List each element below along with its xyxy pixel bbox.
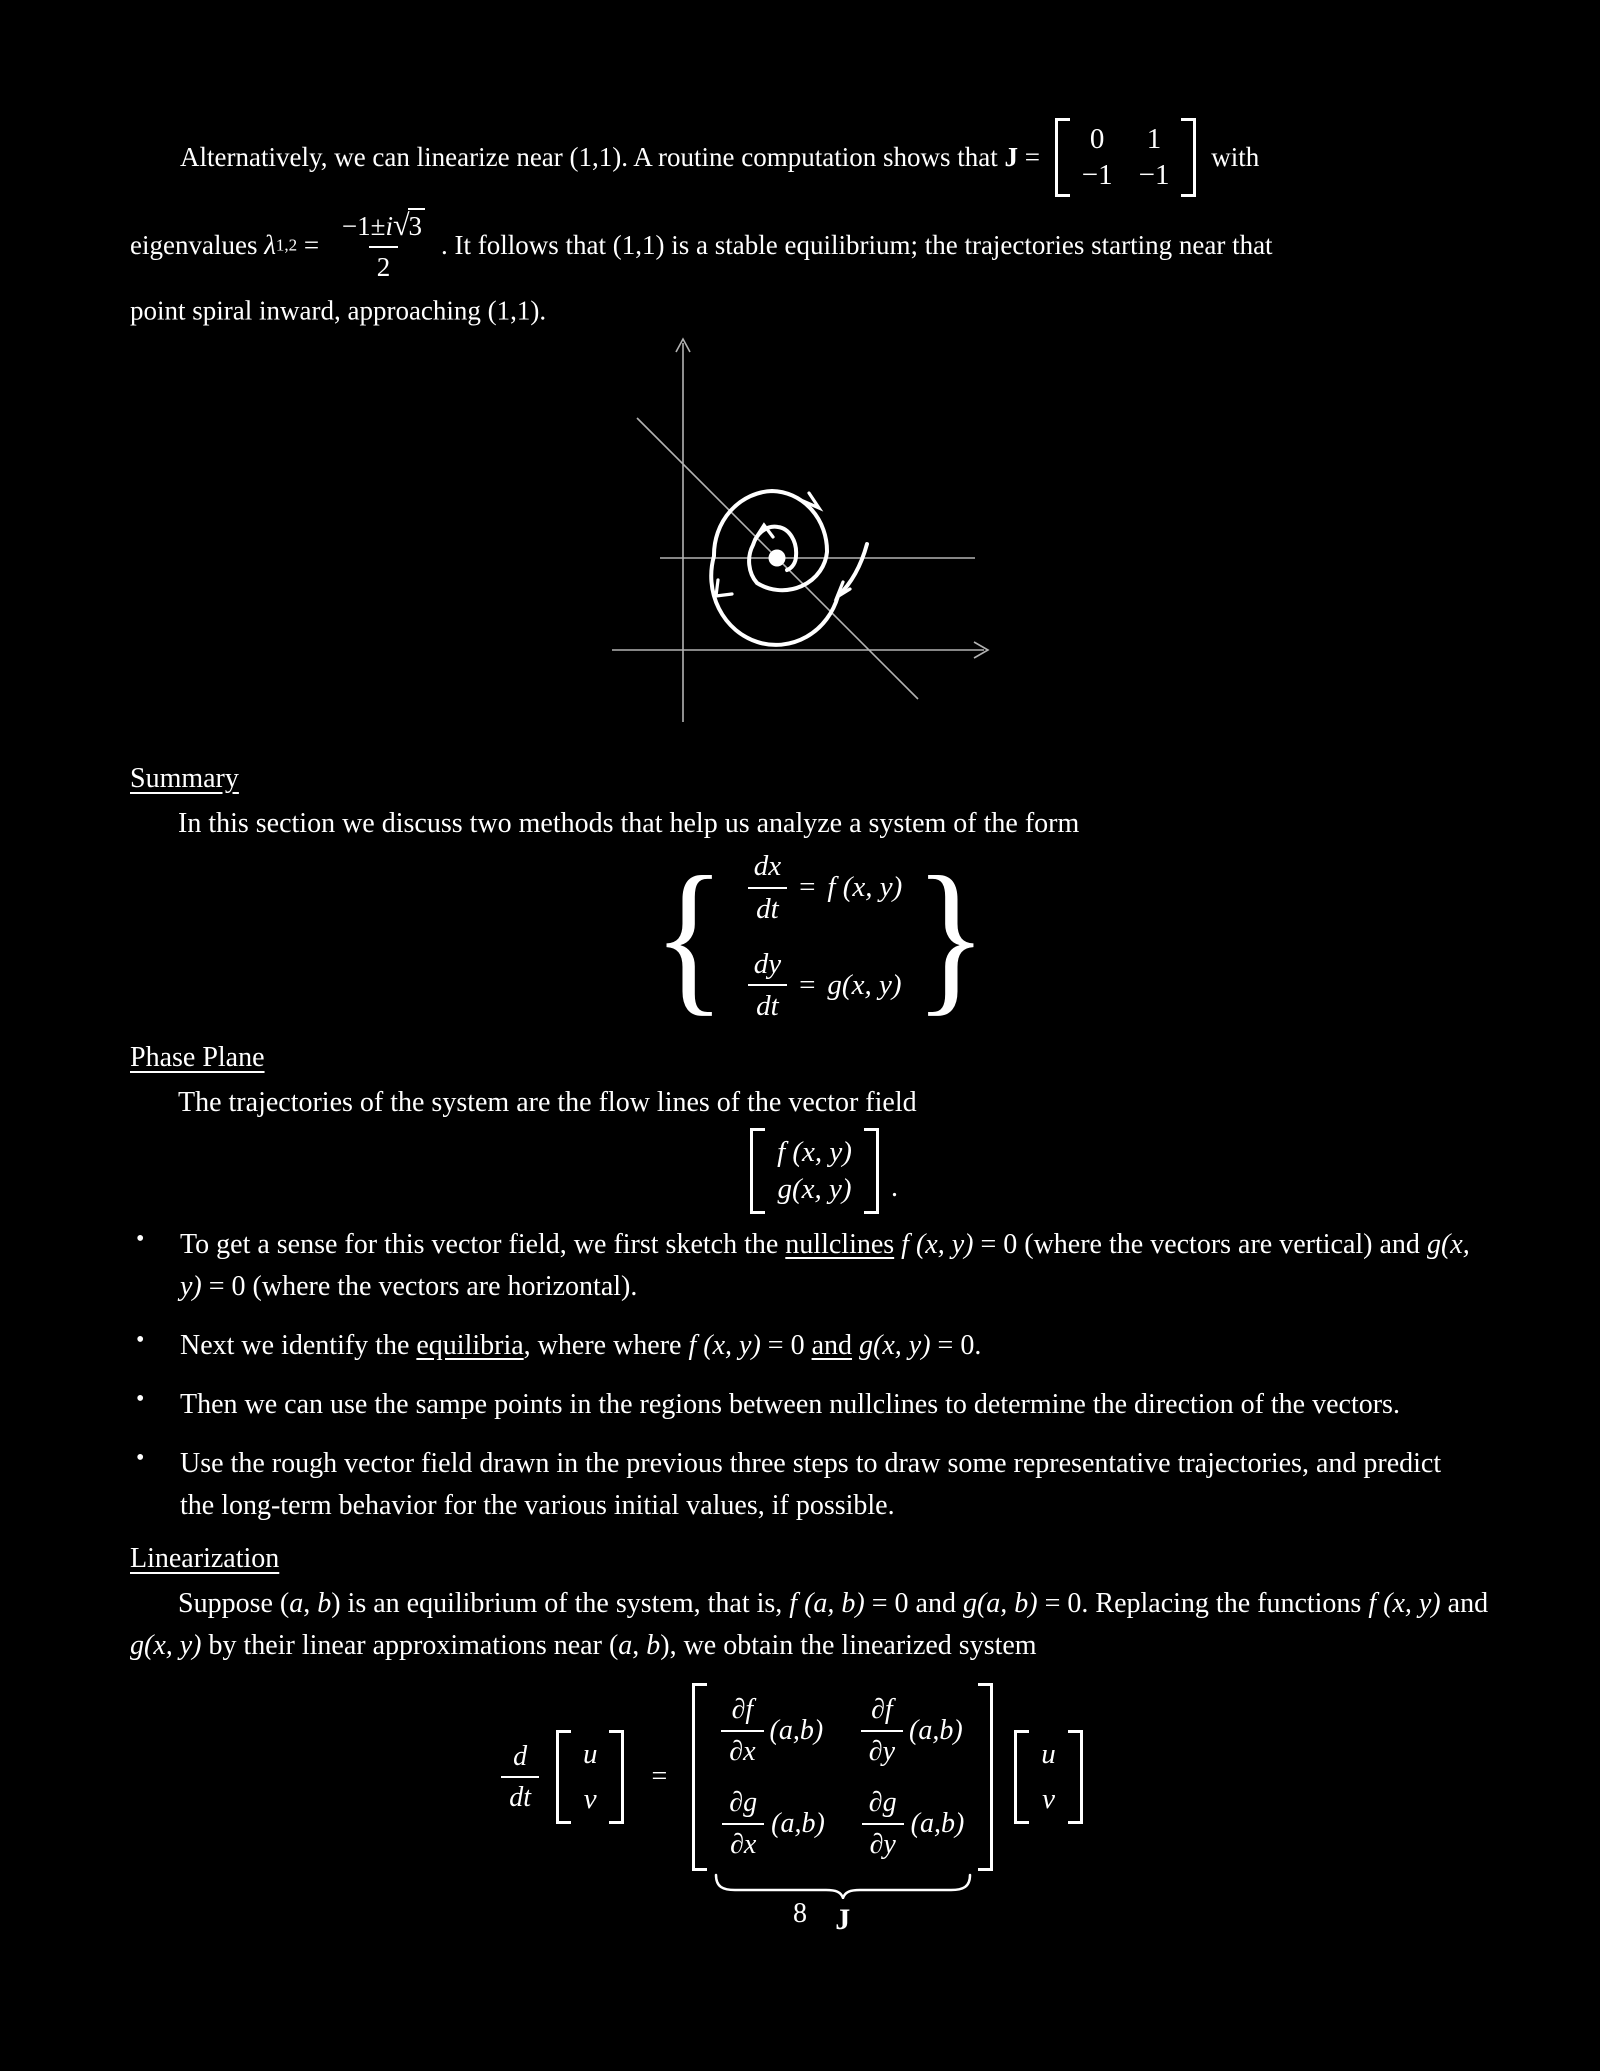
jacobian-cell <box>861 1786 965 1861</box>
matrix-entry: −1 <box>1081 159 1113 192</box>
fraction-numerator: ∂g <box>868 1787 897 1819</box>
evaluation-point: (a,b) <box>769 1714 824 1746</box>
vector-entry-u: u <box>582 1738 598 1771</box>
jacobian-cell <box>721 1693 825 1768</box>
fraction-numerator: ∂f <box>871 1694 893 1725</box>
radicand: 3 <box>408 208 426 241</box>
system-row-dy <box>738 947 903 1025</box>
matrix-entry: 1 <box>1146 123 1162 155</box>
text-segment: = 0. Replacing the functions <box>1037 1588 1369 1619</box>
text-segment: Next we identify the <box>180 1330 417 1361</box>
fraction-denominator: ∂y <box>862 1823 904 1862</box>
matrix-J-symbol: J <box>1004 141 1018 172</box>
evaluation-point: (a,b) <box>909 1714 963 1746</box>
bullet-text: Then we can use the sampe points in the regions between nullclines to determine the direction of the vectors. <box>180 1389 1400 1420</box>
math-segment: a <box>618 1630 633 1661</box>
vector-field-row <box>130 1128 1510 1214</box>
math-segment: f (a, b) <box>789 1588 865 1619</box>
math-segment: b <box>317 1588 332 1619</box>
math-segment: g(x, y) <box>859 1330 931 1361</box>
equals-sign: = <box>799 871 816 904</box>
math-segment: a <box>289 1588 304 1619</box>
text-segment: ) is an equilibrium of the system, that is, <box>331 1588 790 1619</box>
fraction-numerator: dx <box>753 850 782 882</box>
fraction-denominator: ∂y <box>861 1730 903 1769</box>
right-bracket <box>1181 118 1196 197</box>
d-dt-fraction <box>501 1740 539 1815</box>
phase-plane-section <box>130 1042 1510 1214</box>
summary-body: In this section we discuss two methods that help us analyze a system of the form <box>178 808 1080 839</box>
rhs-function: g(x, y) <box>827 968 902 1001</box>
jacobian-label: J <box>835 1903 851 1937</box>
partial-fraction <box>721 1786 765 1861</box>
bullet-text <box>180 1325 1470 1367</box>
sentence-period: . <box>890 1172 898 1203</box>
jacobian-cell <box>721 1786 825 1861</box>
method-bullet-list <box>136 1224 1516 1544</box>
evaluation-point: (a,b) <box>910 1807 965 1839</box>
bullet-item-trajectories <box>136 1443 1516 1527</box>
fraction-denominator: ∂x <box>722 1823 764 1862</box>
vector-entries <box>1029 1730 1068 1824</box>
vector-entry-v: v <box>583 1783 597 1816</box>
linearization-section <box>130 1543 1510 1937</box>
text-segment: = 0 and <box>864 1588 963 1619</box>
bullet-text: Use the rough vector field drawn in the previous three steps to draw some representative trajectories, and predict the long-term behavior for the various initial values, if possible. <box>180 1448 1442 1521</box>
vector-entry-u: u <box>1041 1738 1056 1771</box>
fraction-numerator: ∂g <box>729 1787 758 1819</box>
text-segment: −1± <box>341 210 386 241</box>
jacobian-matrix-with-underbrace <box>692 1683 993 1937</box>
text-segment: = 0 (where the vectors are horizontal). <box>201 1271 638 1302</box>
system-equation-row <box>130 842 1510 1031</box>
lambda-subscript: 1,2 <box>275 234 298 254</box>
fraction-denominator: dt <box>501 1776 539 1815</box>
intro-paragraph <box>130 118 1550 336</box>
left-curly-brace: { <box>652 842 726 1031</box>
fraction-numerator: dy <box>753 947 782 980</box>
right-bracket <box>609 1730 624 1824</box>
bullet-marker: • <box>136 1327 145 1353</box>
trajectory-arrowhead-bottom-left <box>716 580 732 596</box>
phase-plane-heading: Phase Plane <box>130 1042 265 1073</box>
spiral-trajectory <box>711 491 867 645</box>
linearization-heading: Linearization <box>130 1543 280 1574</box>
text-segment: point spiral inward, approaching (1,1). <box>130 295 547 326</box>
vector-entry-f: f (x, y) <box>777 1136 852 1168</box>
matrix-entry: 0 <box>1089 123 1105 155</box>
fraction-denominator: dt <box>748 887 787 927</box>
text-segment: , <box>632 1630 647 1661</box>
lambda-symbol: λ <box>264 229 276 260</box>
equilibrium-point <box>769 550 786 567</box>
linearized-system-equation <box>102 1683 1482 1937</box>
math-segment: b <box>646 1630 661 1661</box>
left-bracket <box>692 1683 707 1871</box>
vector-field-column-vector <box>750 1128 879 1214</box>
evaluation-point: (a,b) <box>771 1807 825 1839</box>
jacobian-cell <box>861 1693 965 1768</box>
bullet-text <box>180 1224 1470 1308</box>
vector-entries <box>765 1128 864 1214</box>
bullet-item-nullclines <box>136 1224 1516 1308</box>
intro-line-2 <box>130 207 1550 284</box>
text-segment: Suppose ( <box>178 1588 290 1619</box>
right-bracket <box>1068 1730 1083 1824</box>
math-segment: g(a, b) <box>962 1588 1038 1619</box>
fraction-denominator: dt <box>748 984 787 1024</box>
vector-entries <box>571 1730 610 1824</box>
right-bracket <box>864 1128 879 1214</box>
intro-line-1 <box>130 118 1550 197</box>
text-segment: = 0 <box>760 1330 812 1361</box>
bullet-marker: • <box>136 1386 145 1412</box>
vector-entry-v: v <box>1042 1783 1055 1816</box>
ode-system <box>652 842 988 1031</box>
rhs-function: f (x, y) <box>827 871 903 904</box>
text-segment <box>852 1330 859 1361</box>
underlined-term: equilibria <box>416 1330 524 1361</box>
equals-sign: = <box>1024 141 1040 172</box>
math-segment: f (x, y) <box>688 1330 761 1361</box>
bullet-marker: • <box>136 1226 145 1252</box>
text-segment: ), we obtain the linearized system <box>660 1630 1037 1661</box>
math-segment: f (x, y) <box>1368 1588 1441 1619</box>
equals-sign: = <box>303 229 320 260</box>
fraction-denominator: ∂x <box>721 1730 763 1769</box>
intro-line-3 <box>130 293 1550 326</box>
jacobian-partials-matrix <box>692 1683 993 1871</box>
fraction-numerator <box>334 207 433 246</box>
text-segment: by their linear approximations near ( <box>201 1630 619 1661</box>
jacobian-entries <box>707 1683 978 1871</box>
fraction-numerator: ∂f <box>731 1694 754 1725</box>
equals-sign: = <box>651 1761 668 1793</box>
partial-fraction <box>861 1786 905 1861</box>
equals-sign: = <box>799 968 816 1001</box>
eigenvalue-fraction <box>334 207 433 284</box>
underlined-term: nullclines <box>785 1229 895 1260</box>
right-curly-brace: } <box>914 842 988 1031</box>
text-segment: = 0 (where the vectors are vertical) and <box>973 1229 1427 1260</box>
dx-dt-fraction <box>746 849 789 927</box>
summary-heading: Summary <box>130 763 239 794</box>
left-bracket <box>750 1128 765 1214</box>
phase-plane-body: The trajectories of the system are the flow lines of the vector field <box>178 1087 917 1118</box>
imaginary-i: i <box>385 210 393 241</box>
math-segment: f (x, y) <box>901 1229 974 1260</box>
text-segment: , <box>303 1588 318 1619</box>
sqrt-sign: √ <box>392 207 410 242</box>
page-number: 8 <box>793 1898 807 1929</box>
text-segment: with <box>1204 141 1260 172</box>
math-segment: g(x, y) <box>180 1229 1470 1302</box>
text-segment: , where where <box>523 1330 689 1361</box>
fraction-numerator: d <box>513 1740 528 1772</box>
fraction-denominator: 2 <box>369 246 399 283</box>
bullet-item-sample-points <box>136 1384 1516 1426</box>
text-segment: = 0. <box>930 1330 982 1361</box>
bullet-item-equilibria <box>136 1325 1516 1367</box>
dy-dt-fraction <box>746 947 789 1025</box>
right-bracket <box>978 1683 993 1871</box>
text-segment: To get a sense for this vector field, we first sketch the <box>180 1229 786 1260</box>
uv-column-vector-left <box>556 1730 625 1824</box>
bullet-marker: • <box>136 1445 145 1471</box>
jacobian-2x2-matrix <box>1055 118 1197 197</box>
text-segment: Alternatively, we can linearize near (1,1). A routine computation shows that <box>180 141 1005 172</box>
matrix-entry: −1 <box>1138 159 1170 192</box>
underlined-term: and <box>811 1330 853 1361</box>
math-segment: g(x, y) <box>130 1630 202 1661</box>
vector-entry-g: g(x, y) <box>777 1173 852 1205</box>
text-segment: and <box>1440 1588 1489 1619</box>
text-segment: eigenvalues <box>130 229 265 260</box>
partial-fraction <box>721 1693 763 1768</box>
summary-section <box>130 763 1510 1031</box>
system-row-dx <box>738 849 903 927</box>
phase-portrait-diagram <box>600 330 1000 730</box>
underbrace <box>713 1873 973 1899</box>
partial-fraction <box>861 1693 903 1768</box>
linearization-body <box>130 1583 1510 1667</box>
matrix-entries <box>1070 118 1182 197</box>
uv-column-vector-right <box>1014 1730 1083 1824</box>
left-bracket <box>556 1730 571 1824</box>
text-segment: . It follows that (1,1) is a stable equilibrium; the trajectories starting near that <box>441 229 1273 260</box>
system-rows <box>738 849 903 1024</box>
left-bracket <box>1014 1730 1029 1824</box>
left-bracket <box>1055 118 1070 197</box>
